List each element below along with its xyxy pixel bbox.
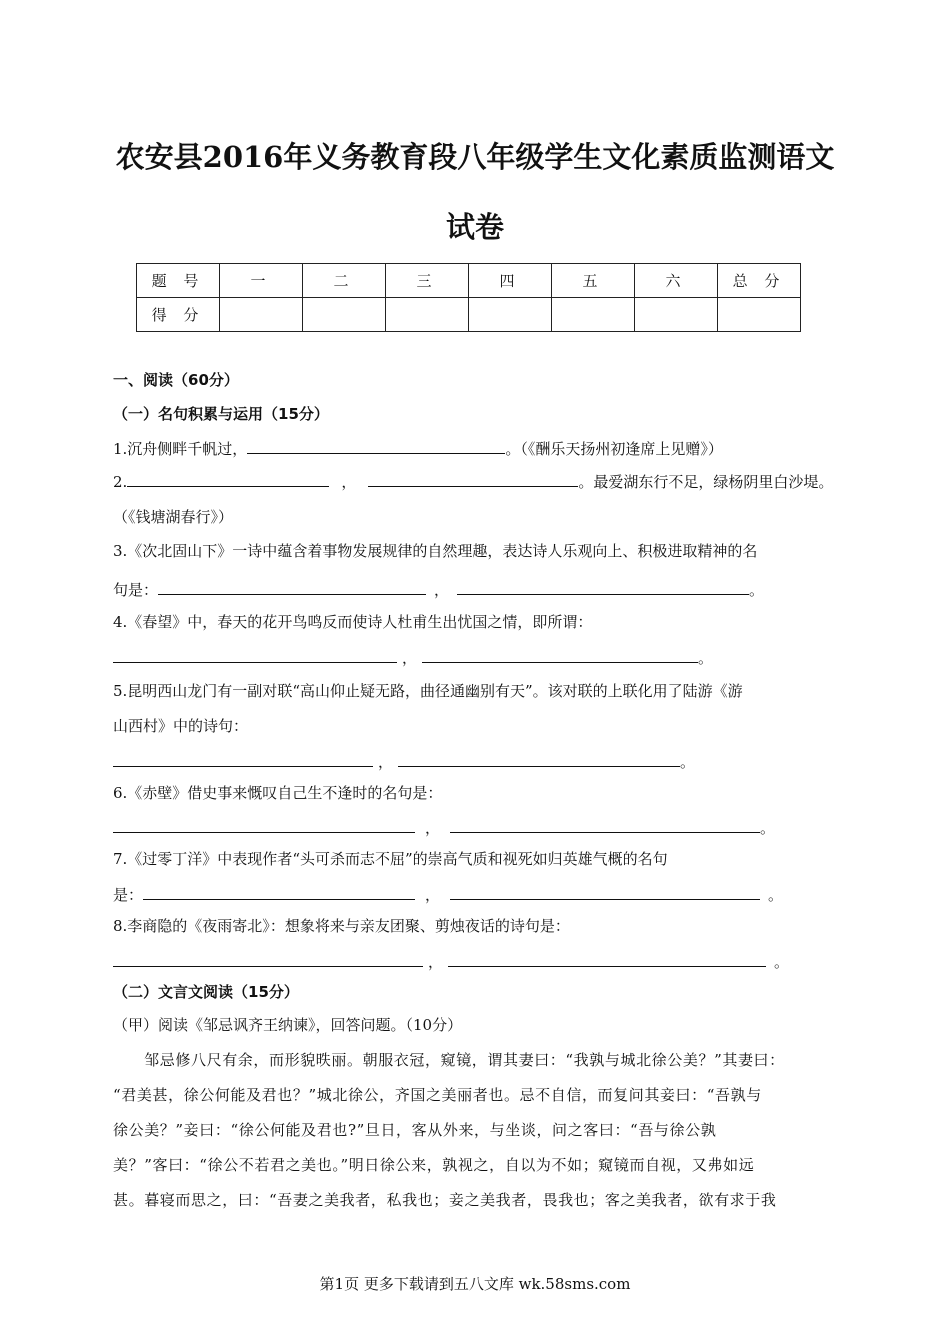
header-cell: 六: [635, 264, 718, 298]
question-3-answer: [113, 578, 764, 600]
answer-blank[interactable]: [113, 646, 397, 663]
q-text: ，: [425, 819, 441, 837]
q-text: 。: [698, 649, 714, 667]
question-7: 7.《过零丁洋》中表现作者“头可杀而志不屈”的崇高气质和视死如归英雄气概的名句: [113, 850, 668, 868]
answer-blank[interactable]: [398, 750, 680, 767]
answer-blank[interactable]: [143, 883, 415, 900]
score-cell[interactable]: [469, 298, 552, 332]
q-text: ，: [428, 953, 444, 971]
question-4-answer: [113, 646, 713, 668]
header-cell: 总 分: [718, 264, 801, 298]
header-cell: 二: [303, 264, 386, 298]
score-cell[interactable]: [552, 298, 635, 332]
question-8: 8.李商隐的《夜雨寄北》：想象将来与亲友团聚、剪烛夜话的诗句是：: [113, 917, 570, 935]
question-6: 6.《赤壁》借史事来慨叹自己生不逢时的名句是：: [113, 784, 443, 802]
title-line2: 试卷: [445, 210, 504, 244]
question-1: [113, 437, 723, 459]
question-5: 5.昆明西山龙门有一副对联“高山仰止疑无路，曲径通幽别有天”。该对联的上联化用了陆游《游: [113, 682, 743, 700]
q-text: 句是：: [113, 581, 159, 599]
title-line1: 农安县2016年义务教育段八年级学生文化素质监测语文: [115, 140, 835, 174]
header-cell: 四: [469, 264, 552, 298]
question-7-answer: [113, 883, 783, 905]
header-cell: 题 号: [137, 264, 220, 298]
question-2: [113, 470, 833, 492]
section-heading: 一、阅读（60分）: [113, 371, 239, 389]
answer-blank[interactable]: [448, 950, 766, 967]
answer-blank[interactable]: [113, 950, 423, 967]
q-text: ，: [341, 473, 357, 491]
score-cell[interactable]: [303, 298, 386, 332]
answer-blank[interactable]: [113, 750, 373, 767]
q-text: 。: [768, 886, 784, 904]
answer-blank[interactable]: [247, 437, 505, 454]
header-cell: 五: [552, 264, 635, 298]
subsection-heading: （二）文言文阅读（15分）: [113, 983, 299, 1001]
q-text: 。: [760, 819, 776, 837]
question-3: 3.《次北固山下》一诗中蕴含着事物发展规律的自然理趣，表达诗人乐观向上、积极进取精神的名: [113, 542, 758, 560]
answer-blank[interactable]: [450, 816, 760, 833]
q-text: 。: [749, 581, 765, 599]
passage-line: 甚。暮寝而思之，曰：“吾妻之美我者，私我也；妾之美我者，畏我也；客之美我者，欲有求于我: [113, 1191, 777, 1209]
question-5-cont: 山西村》中的诗句：: [113, 717, 249, 735]
q-text: ，: [402, 649, 418, 667]
header-cell: 三: [386, 264, 469, 298]
q-text: 。: [680, 753, 696, 771]
question-4: 4.《春望》中，春天的花开鸟鸣反而使诗人杜甫生出忧国之情，即所谓：: [113, 613, 593, 631]
answer-blank[interactable]: [368, 470, 578, 487]
question-8-answer: [113, 950, 789, 972]
passage-line: 徐公美？”妾曰：“徐公何能及君也?”旦日，客从外来，与坐谈，问之客曰：“吾与徐公孰: [113, 1121, 717, 1139]
answer-blank[interactable]: [158, 578, 426, 595]
passage-line: “君美甚，徐公何能及君也？”城北徐公，齐国之美丽者也。忌不自信，而复问其妾曰：“吾孰与: [113, 1086, 762, 1104]
q-text: 。: [774, 953, 790, 971]
q-text: 2.: [113, 473, 128, 491]
q-text: 。（《酬乐天扬州初逢席上见赠》）: [505, 440, 723, 458]
score-cell[interactable]: [718, 298, 801, 332]
q-text: ，: [434, 581, 450, 599]
row-label: 得 分: [137, 298, 220, 332]
question-5-answer: [113, 750, 695, 772]
q-text: 是：: [113, 886, 144, 904]
q-text: 1.沉舟侧畔千帆过，: [113, 440, 248, 458]
page-footer: 第1页 更多下载请到五八文库 wk.58sms.com: [319, 1275, 631, 1293]
answer-blank[interactable]: [127, 470, 329, 487]
question-2-source: （《钱塘湖春行》）: [113, 508, 234, 526]
answer-blank[interactable]: [450, 883, 760, 900]
passage-instruction: （甲）阅读《邹忌讽齐王纳谏》，回答问题。（10分）: [113, 1016, 463, 1034]
score-cell[interactable]: [386, 298, 469, 332]
score-cell[interactable]: [220, 298, 303, 332]
header-cell: 一: [220, 264, 303, 298]
q-text: ，: [378, 753, 394, 771]
subsection-heading: （一）名句积累与运用（15分）: [113, 405, 329, 423]
score-table: [136, 263, 801, 332]
answer-blank[interactable]: [457, 578, 749, 595]
answer-blank[interactable]: [113, 816, 415, 833]
passage-line: 邹忌修八尺有余，而形貌昳丽。朝服衣冠，窥镜，谓其妻曰：“我孰与城北徐公美？”其妻曰：: [113, 1051, 785, 1069]
q-text: ，: [425, 886, 441, 904]
q-text: 。最爱湖东行不足，绿杨阴里白沙堤。: [578, 473, 834, 491]
passage-line: 美？”客曰：“徐公不若君之美也。”明日徐公来，孰视之，自以为不如；窥镜而自视，又弗如远: [113, 1156, 755, 1174]
score-cell[interactable]: [635, 298, 718, 332]
answer-blank[interactable]: [422, 646, 698, 663]
question-6-answer: [113, 816, 775, 838]
